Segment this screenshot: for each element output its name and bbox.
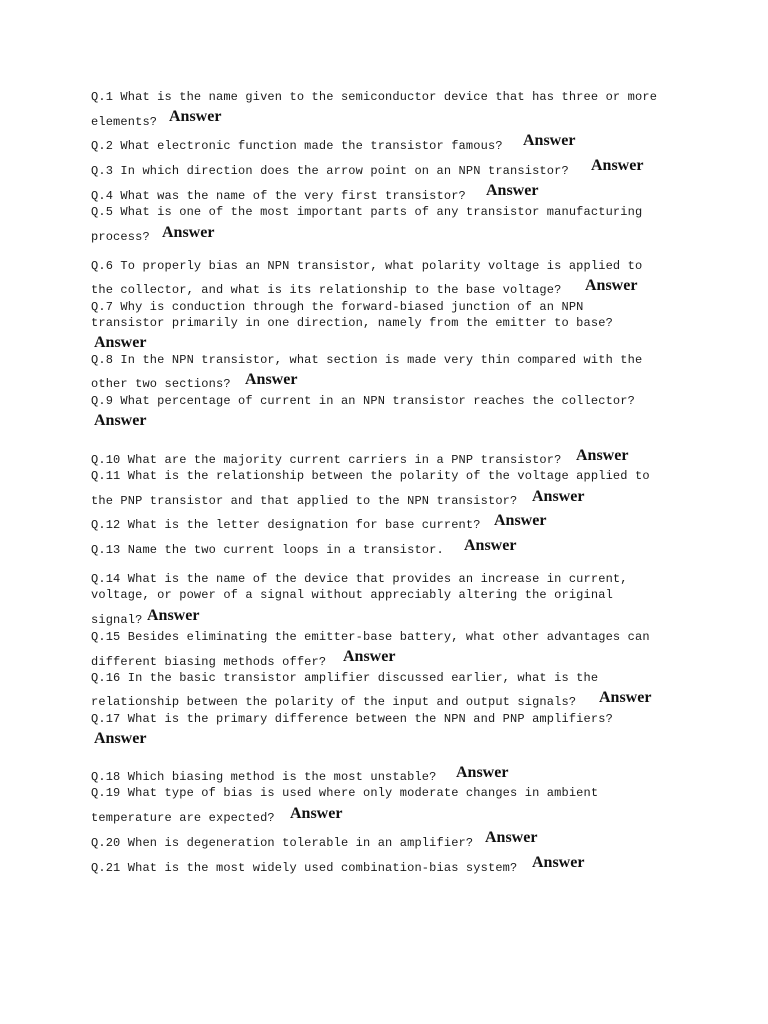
question-19-line-2: temperature are expected? [91,811,275,825]
answer-link-q17[interactable]: Answer [94,730,147,747]
question-3-line-1: Q.3 In which direction does the arrow point on an NPN transistor? [91,164,569,178]
answer-link-q15[interactable]: Answer [343,648,396,665]
question-6-line-1: Q.6 To properly bias an NPN transistor, what polarity voltage is applied to [91,259,643,273]
answer-link-q19[interactable]: Answer [290,805,343,822]
question-7-line-1: Q.7 Why is conduction through the forward-biased junction of an NPN [91,300,584,314]
answer-link-q4[interactable]: Answer [486,182,539,199]
question-7-line-2: transistor primarily in one direction, namely from the emitter to base? [91,316,613,330]
question-14-line-1: Q.14 What is the name of the device that provides an increase in current, [91,572,628,586]
answer-link-q12[interactable]: Answer [494,512,547,529]
question-4-line-1: Q.4 What was the name of the very first transistor? [91,189,466,203]
answer-link-q9[interactable]: Answer [94,412,147,429]
answer-link-q5[interactable]: Answer [162,224,215,241]
question-14-line-2: voltage, or power of a signal without appreciably altering the original [91,588,613,602]
question-16-line-2: relationship between the polarity of the input and output signals? [91,695,577,709]
question-13-line-1: Q.13 Name the two current loops in a transistor. [91,543,444,557]
question-20-line-1: Q.20 When is degeneration tolerable in an amplifier? [91,836,474,850]
answer-link-q8[interactable]: Answer [245,371,298,388]
answer-link-q6[interactable]: Answer [585,277,638,294]
question-10-line-1: Q.10 What are the majority current carriers in a PNP transistor? [91,453,562,467]
answer-link-q13[interactable]: Answer [464,537,517,554]
question-14-line-3: signal? [91,613,143,627]
answer-link-q18[interactable]: Answer [456,764,509,781]
question-15-line-1: Q.15 Besides eliminating the emitter-base battery, what other advantages can [91,630,650,644]
question-8-line-1: Q.8 In the NPN transistor, what section is made very thin compared with the [91,353,643,367]
question-18-line-1: Q.18 Which biasing method is the most unstable? [91,770,437,784]
answer-link-q16[interactable]: Answer [599,689,652,706]
question-11-line-2: the PNP transistor and that applied to the NPN transistor? [91,494,518,508]
answer-link-q21[interactable]: Answer [532,854,585,871]
answer-link-q11[interactable]: Answer [532,488,585,505]
answer-link-q10[interactable]: Answer [576,447,629,464]
answer-link-q1[interactable]: Answer [169,108,222,125]
answer-link-q20[interactable]: Answer [485,829,538,846]
answer-link-q2[interactable]: Answer [523,132,576,149]
question-8-line-2: other two sections? [91,377,231,391]
question-5-line-2: process? [91,230,150,244]
answer-link-q3[interactable]: Answer [591,157,644,174]
question-11-line-1: Q.11 What is the relationship between the polarity of the voltage applied to [91,469,650,483]
question-2-line-1: Q.2 What electronic function made the transistor famous? [91,139,503,153]
question-1-line-1: Q.1 What is the name given to the semiconductor device that has three or more [91,90,658,104]
question-15-line-2: different biasing methods offer? [91,655,327,669]
question-1-line-2: elements? [91,115,158,129]
question-6-line-2: the collector, and what is its relationship to the base voltage? [91,283,562,297]
question-21-line-1: Q.21 What is the most widely used combination-bias system? [91,861,518,875]
answer-link-q7[interactable]: Answer [94,334,147,351]
question-5-line-1: Q.5 What is one of the most important parts of any transistor manufacturing [91,205,643,219]
question-19-line-1: Q.19 What type of bias is used where only moderate changes in ambient [91,786,599,800]
answer-link-q14[interactable]: Answer [147,607,200,624]
question-9-line-1: Q.9 What percentage of current in an NPN transistor reaches the collector? [91,394,635,408]
question-17-line-1: Q.17 What is the primary difference between the NPN and PNP amplifiers? [91,712,613,726]
question-16-line-1: Q.16 In the basic transistor amplifier discussed earlier, what is the [91,671,599,685]
question-12-line-1: Q.12 What is the letter designation for base current? [91,518,481,532]
